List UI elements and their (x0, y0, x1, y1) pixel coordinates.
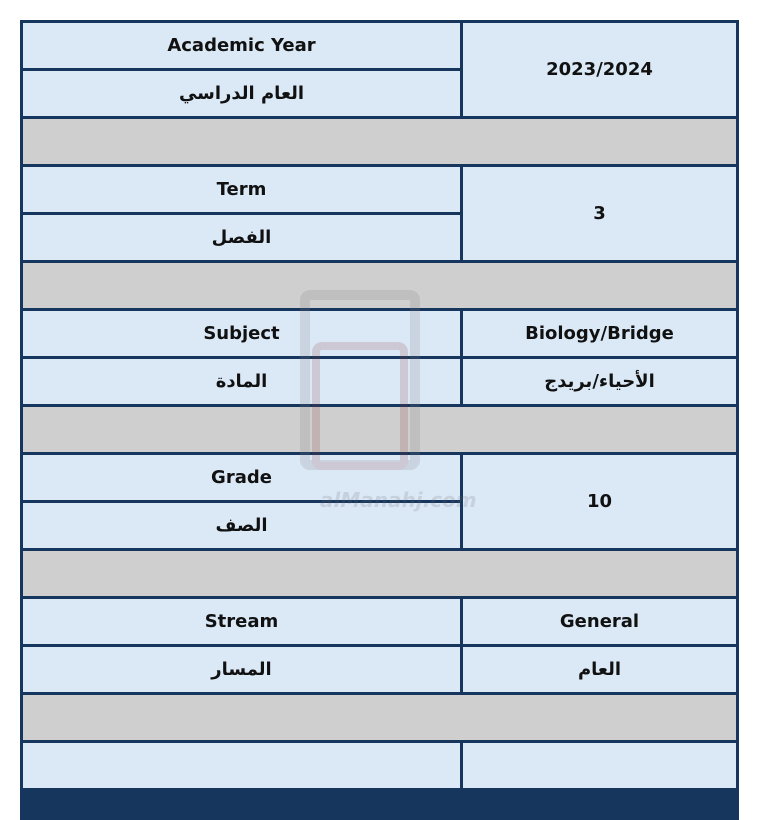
academic-year-row-en (23, 23, 736, 68)
term-row-en (23, 167, 736, 212)
next-row-value-cell (463, 743, 736, 788)
separator-cell (23, 407, 736, 452)
subject-label-en: Subject (23, 311, 460, 356)
subject-label-ar: المادة (23, 359, 460, 404)
grade-row-en (23, 455, 736, 500)
stream-label-ar: المسار (23, 647, 460, 692)
academic-year-label-ar: العام الدراسي (23, 71, 460, 116)
stream-value-en: General (463, 599, 736, 644)
next-row-label-cell (23, 743, 460, 788)
grade-label-ar: الصف (23, 503, 460, 548)
separator-cell (23, 695, 736, 740)
subject-value-ar: الأحياء/بريدج (463, 359, 736, 404)
next-row-partial (23, 743, 736, 788)
grade-value: 10 (463, 455, 736, 548)
separator-row (23, 119, 736, 164)
academic-year-label-en: Academic Year (23, 23, 460, 68)
stream-row-en (23, 599, 736, 644)
info-sheet (20, 20, 739, 820)
separator-row (23, 551, 736, 596)
separator-cell (23, 551, 736, 596)
separator-row (23, 263, 736, 308)
stream-label-en: Stream (23, 599, 460, 644)
subject-row-ar (23, 359, 736, 404)
course-info-table (20, 20, 739, 791)
separator-row (23, 695, 736, 740)
term-value: 3 (463, 167, 736, 260)
academic-year-value: 2023/2024 (463, 23, 736, 116)
term-label-en: Term (23, 167, 460, 212)
grade-label-en: Grade (23, 455, 460, 500)
stream-row-ar (23, 647, 736, 692)
subject-row-en (23, 311, 736, 356)
separator-cell (23, 263, 736, 308)
separator-cell (23, 119, 736, 164)
subject-value-en: Biology/Bridge (463, 311, 736, 356)
separator-row (23, 407, 736, 452)
term-label-ar: الفصل (23, 215, 460, 260)
stream-value-ar: العام (463, 647, 736, 692)
